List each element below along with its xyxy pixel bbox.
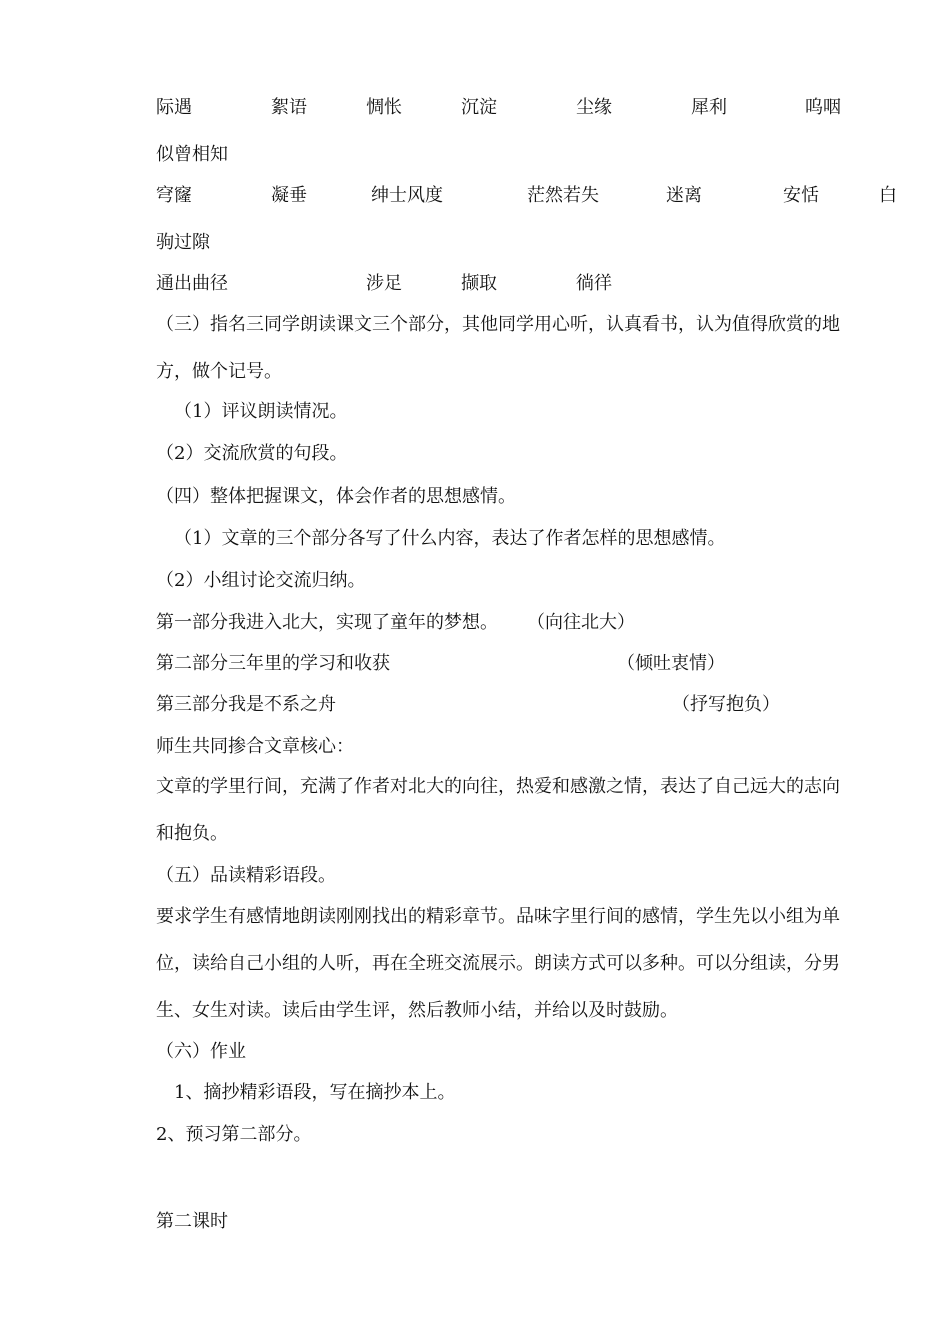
vocab-word: 驹过隙: [156, 232, 210, 253]
vocab-word: 迷离: [666, 185, 702, 206]
part-tag: （向往北大）: [527, 612, 635, 633]
vocab-word: 茫然若失: [527, 185, 599, 206]
vocab-word: 白: [879, 185, 897, 206]
vocab-word: 犀利: [691, 97, 727, 118]
list-item: （1）评议朗读情况。: [174, 401, 348, 422]
vocab-word: 絮语: [271, 97, 307, 118]
list-item: （2）小组讨论交流归纳。: [156, 570, 366, 591]
vocab-word: 似曾相知: [156, 144, 228, 165]
section-heading: （六）作业: [156, 1041, 246, 1062]
paragraph-line: 生、女生对读。读后由学生评，然后教师小结，并给以及时鼓励。: [156, 1000, 678, 1021]
part-summary: 第二部分三年里的学习和收获: [156, 653, 390, 674]
vocab-word: 徜徉: [576, 273, 612, 294]
vocab-word: 尘缘: [576, 97, 612, 118]
paragraph-line: 要求学生有感情地朗读刚刚找出的精彩章节。品味字里行间的感情，学生先以小组为单: [156, 906, 840, 927]
vocab-word: 凝垂: [271, 185, 307, 206]
paragraph-line: 方，做个记号。: [156, 361, 282, 382]
section-heading: （五）品读精彩语段。: [156, 865, 336, 886]
vocab-word: 涉足: [366, 273, 402, 294]
list-item: （1）文章的三个部分各写了什么内容，表达了作者怎样的思想感情。: [174, 528, 726, 549]
vocab-word: 际遇: [156, 97, 192, 118]
vocab-word: 绅士风度: [371, 185, 443, 206]
section-heading: （四）整体把握课文，体会作者的思想感情。: [156, 486, 516, 507]
vocab-word: 撷取: [461, 273, 497, 294]
part-tag: （倾吐衷情）: [617, 653, 725, 674]
vocab-word: 安恬: [783, 185, 819, 206]
list-item: 2、预习第二部分。: [156, 1124, 312, 1145]
list-item: 1、摘抄精彩语段，写在摘抄本上。: [174, 1082, 456, 1103]
section-heading: （三）指名三同学朗读课文三个部分，其他同学用心听，认真看书，认为值得欣赏的地: [156, 314, 840, 335]
paragraph-line: 位，读给自己小组的人听，再在全班交流展示。朗读方式可以多种。可以分组读，分男: [156, 953, 840, 974]
vocab-word: 呜咽: [805, 97, 841, 118]
part-summary: 第一部分我进入北大，实现了童年的梦想。: [156, 612, 498, 633]
vocab-word: 沉淀: [461, 97, 497, 118]
lesson-heading: 第二课时: [156, 1211, 228, 1232]
paragraph-line: 师生共同掺合文章核心：: [156, 736, 354, 757]
vocab-word: 惆怅: [366, 97, 402, 118]
vocab-word: 通出曲径: [156, 273, 228, 294]
vocab-word: 穹窿: [156, 185, 192, 206]
paragraph-line: 文章的学里行间，充满了作者对北大的向往，热爱和感激之情，表达了自己远大的志向: [156, 776, 840, 797]
part-summary: 第三部分我是不系之舟: [156, 694, 336, 715]
list-item: （2）交流欣赏的句段。: [156, 443, 348, 464]
part-tag: （抒写抱负）: [672, 694, 780, 715]
paragraph-line: 和抱负。: [156, 823, 228, 844]
